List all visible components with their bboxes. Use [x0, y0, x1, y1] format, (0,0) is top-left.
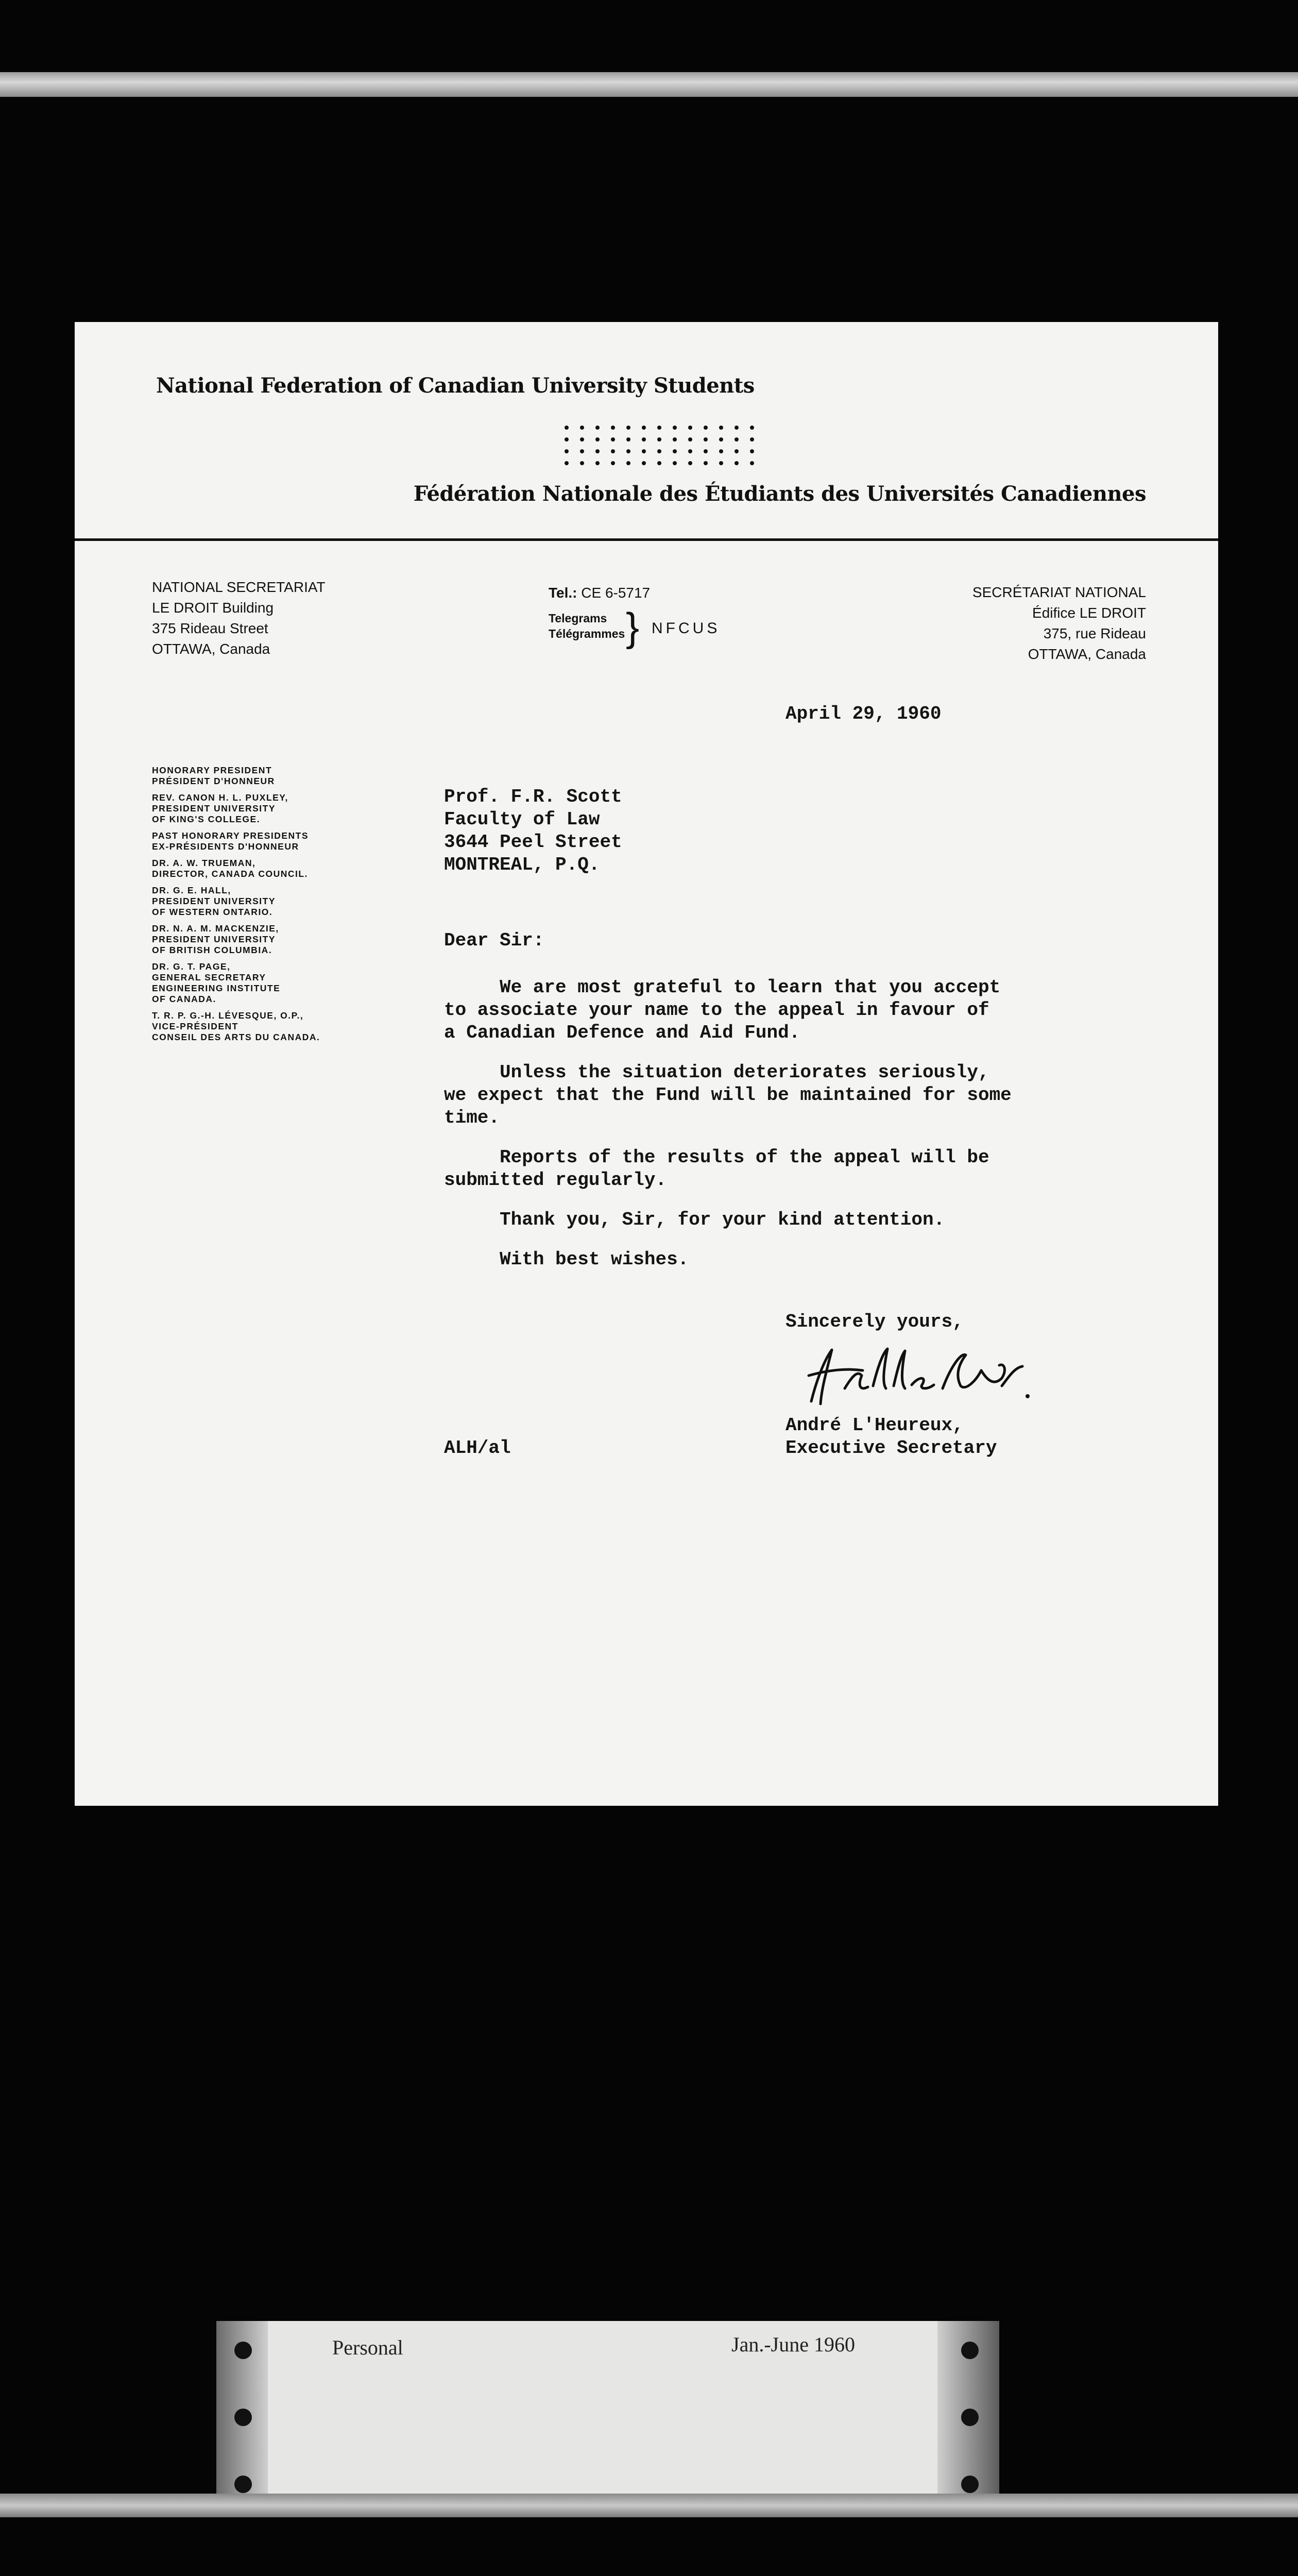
- officer-group: [152, 831, 399, 852]
- film-strip-top: [0, 72, 1298, 97]
- recipient-line: Prof. F.R. Scott: [444, 786, 622, 807]
- officer-line: PRESIDENT UNIVERSITY: [152, 934, 276, 944]
- officers-list: [152, 765, 399, 1048]
- officer-line: DR. N. A. M. MACKENZIE,: [152, 923, 279, 934]
- telephone-number: CE 6-5717: [581, 585, 651, 601]
- officer-group: [152, 858, 399, 879]
- letterhead-divider: [75, 538, 1218, 541]
- reference-initials: ALH/al: [444, 1437, 511, 1459]
- telegram-code: NFCUS: [652, 620, 721, 637]
- officer-line: PAST HONORARY PRESIDENTS: [152, 831, 309, 841]
- recipient-line: MONTREAL, P.Q.: [444, 854, 600, 875]
- body-paragraph: Unless the situation deteriorates seriously, we expect that the Fund will be maintained for some time.: [444, 1062, 1012, 1128]
- officer-line: DIRECTOR, CANADA COUNCIL.: [152, 869, 308, 879]
- brace-glyph: }: [626, 604, 640, 650]
- letter-date: April 29, 1960: [785, 703, 942, 724]
- officer-line: ENGINEERING INSTITUTE: [152, 983, 281, 993]
- address-line: OTTAWA, Canada: [152, 641, 270, 657]
- folder-tab: [216, 2321, 999, 2517]
- address-line: Édifice LE DROIT: [1032, 605, 1146, 621]
- letterhead-french-name: Fédération Nationale des Étudiants des Universités Canadiennes: [413, 482, 1146, 506]
- telegram-address: [549, 604, 765, 652]
- handwritten-signature: [796, 1340, 1033, 1412]
- officer-group: [152, 923, 399, 956]
- folder-tab-date: Jan.-June 1960: [731, 2333, 855, 2356]
- folder-tab-label: Personal: [332, 2336, 403, 2359]
- telephone: [549, 585, 650, 601]
- recipient-line: Faculty of Law: [444, 809, 600, 830]
- officer-line: OF BRITISH COLUMBIA.: [152, 945, 272, 955]
- officer-line: PRESIDENT UNIVERSITY: [152, 896, 276, 906]
- signer-title: Executive Secretary: [785, 1437, 997, 1459]
- punch-hole: [234, 2409, 252, 2426]
- address-line: OTTAWA, Canada: [1028, 646, 1146, 662]
- complimentary-close: Sincerely yours,: [785, 1311, 964, 1332]
- signer-name: André L'Heureux,: [785, 1415, 964, 1436]
- officer-line: GENERAL SECRETARY: [152, 972, 266, 982]
- telegram-label-french: Télégrammes: [549, 627, 625, 640]
- officer-line: OF CANADA.: [152, 994, 216, 1004]
- body-paragraph: With best wishes.: [444, 1249, 689, 1270]
- signature-block: [785, 1414, 997, 1460]
- telegram-label-english: Telegrams: [549, 612, 607, 625]
- officer-line: T. R. P. G.-H. LÉVESQUE, O.P.,: [152, 1010, 304, 1021]
- officer-line: EX-PRÉSIDENTS D'HONNEUR: [152, 841, 299, 852]
- address-english: [152, 577, 326, 659]
- punch-hole: [961, 2409, 979, 2426]
- telephone-label: Tel.:: [549, 585, 577, 601]
- officer-line: PRÉSIDENT D'HONNEUR: [152, 776, 275, 786]
- recipient-address: [444, 786, 622, 876]
- address-line: NATIONAL SECRETARIAT: [152, 579, 326, 595]
- officer-line: HONORARY PRESIDENT: [152, 765, 272, 775]
- punch-hole: [234, 2476, 252, 2493]
- punch-hole: [961, 2342, 979, 2359]
- letter-page: [75, 322, 1218, 1806]
- salutation: Dear Sir:: [444, 930, 544, 951]
- letterhead-dot-pattern: [561, 422, 757, 469]
- body-paragraph: Reports of the results of the appeal will be submitted regularly.: [444, 1147, 989, 1191]
- punch-hole: [961, 2476, 979, 2493]
- officer-line: DR. G. E. HALL,: [152, 885, 231, 895]
- address-line: LE DROIT Building: [152, 600, 274, 616]
- officer-line: PRESIDENT UNIVERSITY: [152, 803, 276, 814]
- address-line: 375 Rideau Street: [152, 620, 268, 636]
- address-french: [972, 582, 1146, 665]
- letterhead-english-name: National Federation of Canadian University Students: [156, 374, 755, 398]
- officer-line: OF WESTERN ONTARIO.: [152, 907, 273, 917]
- address-line: SECRÉTARIAT NATIONAL: [972, 584, 1146, 600]
- officer-group: [152, 792, 399, 825]
- officer-line: VICE-PRÉSIDENT: [152, 1021, 238, 1031]
- officer-line: CONSEIL DES ARTS DU CANADA.: [152, 1032, 320, 1042]
- officer-line: DR. G. T. PAGE,: [152, 961, 231, 972]
- body-paragraph: We are most grateful to learn that you accept to associate your name to the appeal in favour of a Canadian Defence and Aid Fund.: [444, 977, 1001, 1043]
- body-paragraph: Thank you, Sir, for your kind attention.: [444, 1209, 945, 1230]
- officer-group: [152, 1010, 399, 1043]
- officer-line: REV. CANON H. L. PUXLEY,: [152, 792, 288, 803]
- officer-group: [152, 961, 399, 1005]
- punch-hole: [234, 2342, 252, 2359]
- recipient-line: 3644 Peel Street: [444, 832, 622, 853]
- address-line: 375, rue Rideau: [1043, 625, 1146, 641]
- officer-line: OF KING'S COLLEGE.: [152, 814, 261, 824]
- letter-body: [444, 976, 1114, 1288]
- officer-group: [152, 765, 399, 787]
- film-strip-bottom: [0, 2494, 1298, 2517]
- officer-line: DR. A. W. TRUEMAN,: [152, 858, 256, 868]
- officer-group: [152, 885, 399, 918]
